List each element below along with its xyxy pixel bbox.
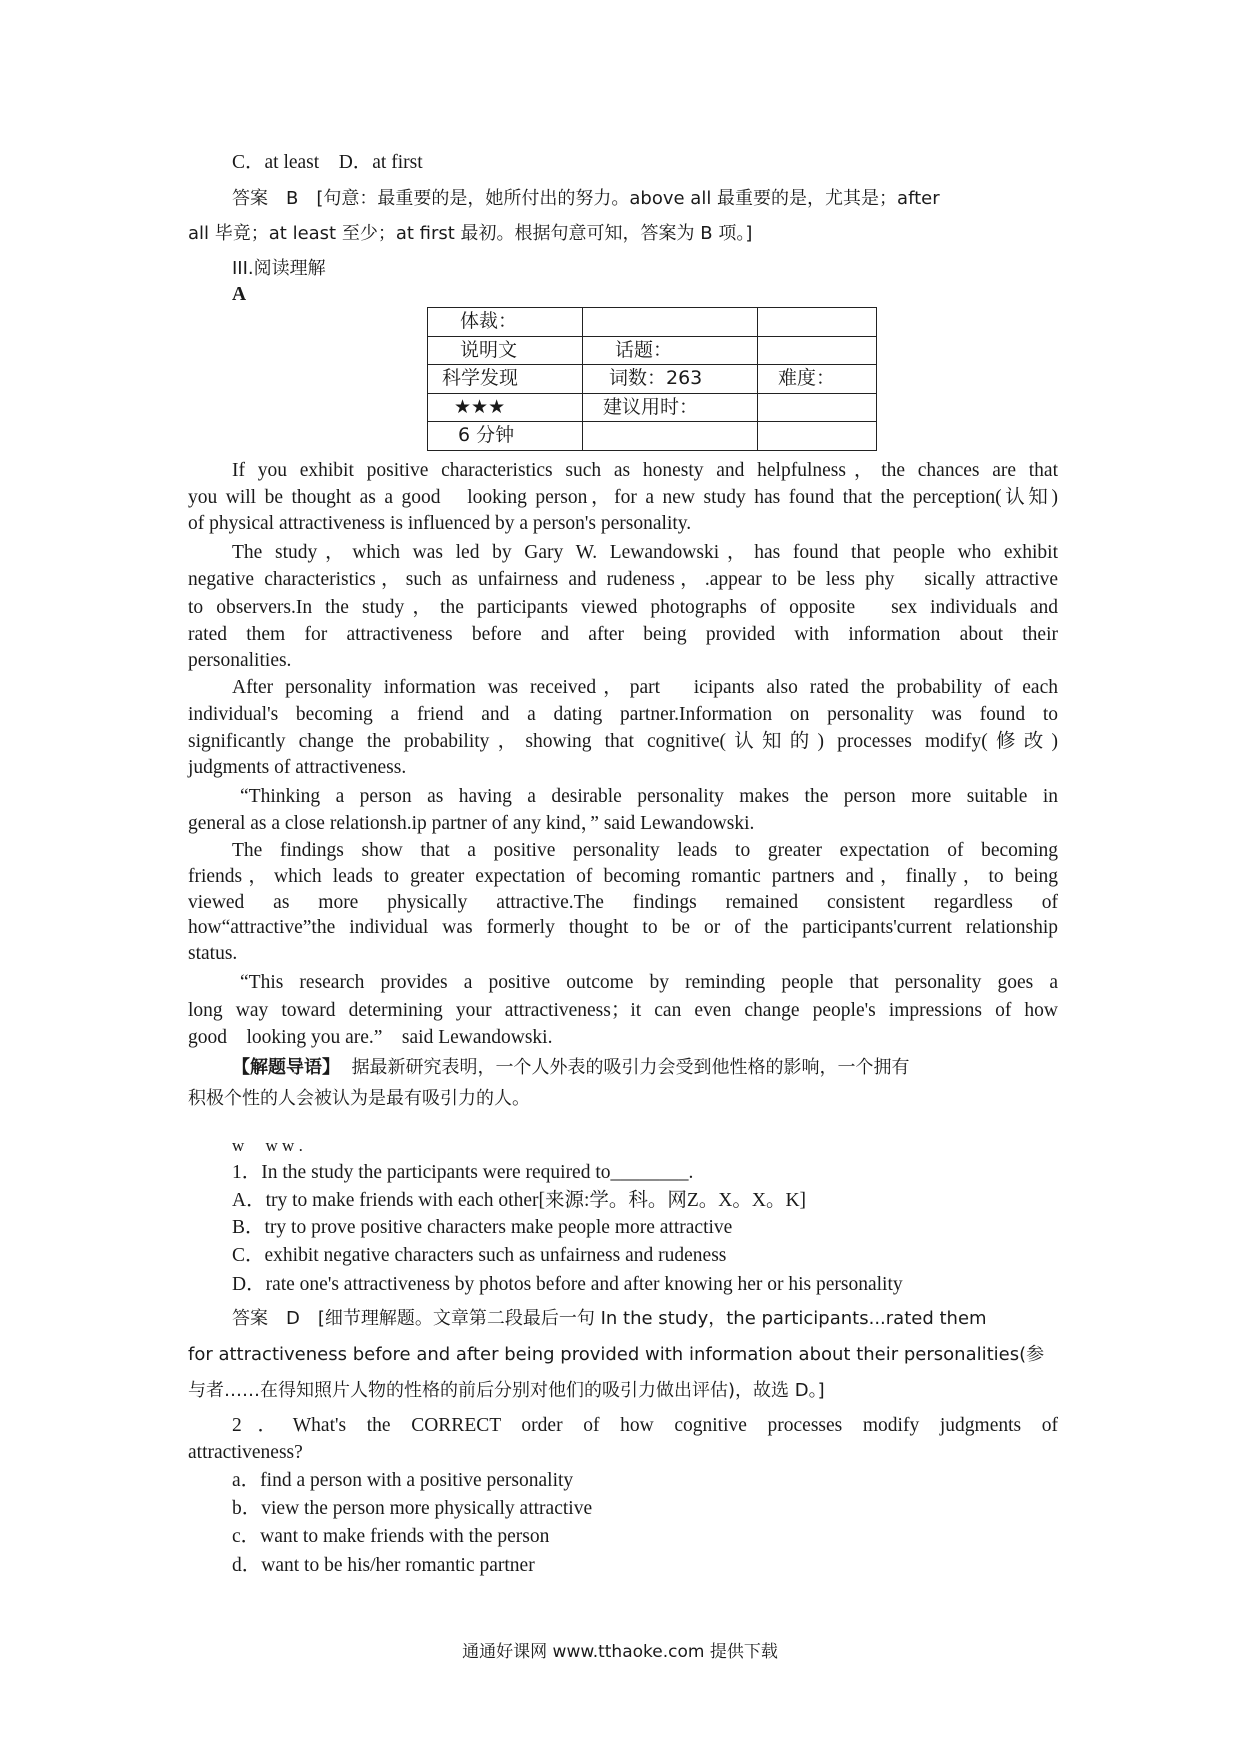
guide-text: 据最新研究表明，一个人外表的吸引力会受到他性格的影响，一个拥有 (351, 1057, 910, 1078)
paragraph-line: you will be thought as a good looking person，for a new study has found that the perception(认知) (188, 487, 1058, 508)
question-1-option-c: C．exhibit negative characters such as unfairness and rudeness (232, 1245, 727, 1266)
paragraph-line: The findings show that a positive personality leads to greater expectation of becoming (232, 840, 1058, 861)
question-1-option-d: D．rate one's attractiveness by photos before and after knowing her or his personality (232, 1274, 903, 1295)
table-cell (583, 422, 758, 451)
guide-line-2: 积极个性的人会被认为是最有吸引力的人。 (188, 1088, 530, 1109)
paragraph-line: rated them for attractiveness before and after being provided with information about their (188, 624, 1058, 645)
stray-text: w w w . (232, 1136, 303, 1155)
table-cell: 说明文 (428, 336, 583, 365)
paragraph-line: of physical attractiveness is influenced by a person's personality. (188, 513, 692, 534)
guide-line-1 (232, 1055, 1058, 1081)
table-cell (758, 422, 877, 451)
table-cell: 词数：263 (583, 365, 758, 394)
prev-answer-line-1: 答案 B [句意：最重要的是，她所付出的努力。above all 最重要的是，尤其是；after (232, 188, 940, 209)
paragraph-line: individual's becoming a friend and a dating partner.Information on personality was found to (188, 704, 1058, 725)
prev-options: C．at least D．at first (232, 152, 423, 173)
passage-info-table (427, 307, 877, 451)
table-cell (758, 336, 877, 365)
paragraph-line: long way toward determining your attractiveness；it can even change people's impressions of how (188, 1000, 1058, 1021)
paragraph-line: status. (188, 943, 238, 964)
question-2-item-a: a．find a person with a positive personality (232, 1470, 574, 1491)
paragraph-line: “Thinking a person as having a desirable personality makes the person more suitable in (240, 786, 1058, 807)
paragraph-line: friends，which leads to greater expectation of becoming romantic partners and，finally，to being (188, 866, 1058, 887)
paragraph-line: “This research provides a positive outcome by reminding people that personality goes a (240, 972, 1058, 993)
table-row (428, 422, 877, 451)
question-1-option-b: B．try to prove positive characters make people more attractive (232, 1217, 733, 1238)
table-cell: ★★★ (428, 393, 583, 422)
question-2-line-1: 2．What's the CORRECT order of how cognitive processes modify judgments of (232, 1415, 1058, 1436)
question-1: 1．In the study the participants were required to________. (232, 1162, 694, 1183)
table-cell: 科学发现 (428, 365, 583, 394)
paragraph-line: After personality information was received，part icipants also rated the probability of each (232, 677, 1058, 698)
question-2-item-b: b．view the person more physically attractive (232, 1498, 593, 1519)
paragraph-line: viewed as more physically attractive.The findings remained consistent regardless of (188, 892, 1058, 913)
paragraph-line: judgments of attractiveness. (188, 757, 407, 778)
answer-1-line-2: for attractiveness before and after being provided with information about their personalities(参 (188, 1344, 1045, 1365)
page-footer: 通通好课网 www.tthaoke.com 提供下载 (462, 1642, 778, 1662)
passage-label: A (232, 284, 247, 305)
paragraph-line: If you exhibit positive characteristics such as honesty and helpfulness，the chances are that (232, 460, 1058, 481)
table-cell (758, 308, 877, 337)
table-cell: 建议用时： (583, 393, 758, 422)
paragraph-line: significantly change the probability，showing that cognitive(认知的) processes modify(修改) (188, 731, 1058, 752)
section-heading: III.阅读理解 (232, 258, 326, 279)
paragraph-line: to observers.In the study，the participants viewed photographs of opposite sex individuals and (188, 597, 1058, 618)
table-row (428, 308, 877, 337)
paragraph-line: good looking you are.” said Lewandowski. (188, 1027, 553, 1048)
question-2-item-c: c．want to make friends with the person (232, 1526, 550, 1547)
paragraph-line: general as a close relationsh.ip partner of any kind，” said Lewandowski. (188, 813, 755, 834)
prev-answer-line-2: all 毕竟；at least 至少；at first 最初。根据句意可知，答案为 B 项。] (188, 223, 753, 244)
table-cell: 话题： (583, 336, 758, 365)
answer-1-line-1: 答案 D [细节理解题。文章第二段最后一句 In the study，the participants...rated them (232, 1308, 987, 1329)
table-row (428, 336, 877, 365)
table-cell (583, 308, 758, 337)
answer-1-line-3: 与者……在得知照片人物的性格的前后分别对他们的吸引力做出评估)，故选 D。] (188, 1380, 825, 1401)
paragraph-line: The study，which was led by Gary W. Lewandowski，has found that people who exhibit (232, 542, 1058, 563)
question-2-item-d: d．want to be his/her romantic partner (232, 1555, 535, 1576)
question-1-option-a: A．try to make friends with each other[来源:学。科。网Z。X。X。K] (232, 1190, 807, 1211)
table-cell: 6 分钟 (428, 422, 583, 451)
paragraph-line: negative characteristics，such as unfairness and rudeness，.appear to be less phy sically attractive (188, 569, 1058, 590)
paragraph-line: how“attractive”the individual was formerly thought to be or of the participants'current relationship (188, 917, 1058, 938)
table-row (428, 393, 877, 422)
paragraph-line: personalities. (188, 650, 292, 671)
table-row (428, 365, 877, 394)
table-cell: 难度： (758, 365, 877, 394)
table-cell (758, 393, 877, 422)
guide-label: 【解题导语】 (232, 1057, 340, 1078)
table-cell: 体裁： (428, 308, 583, 337)
question-2-line-2: attractiveness? (188, 1442, 303, 1463)
